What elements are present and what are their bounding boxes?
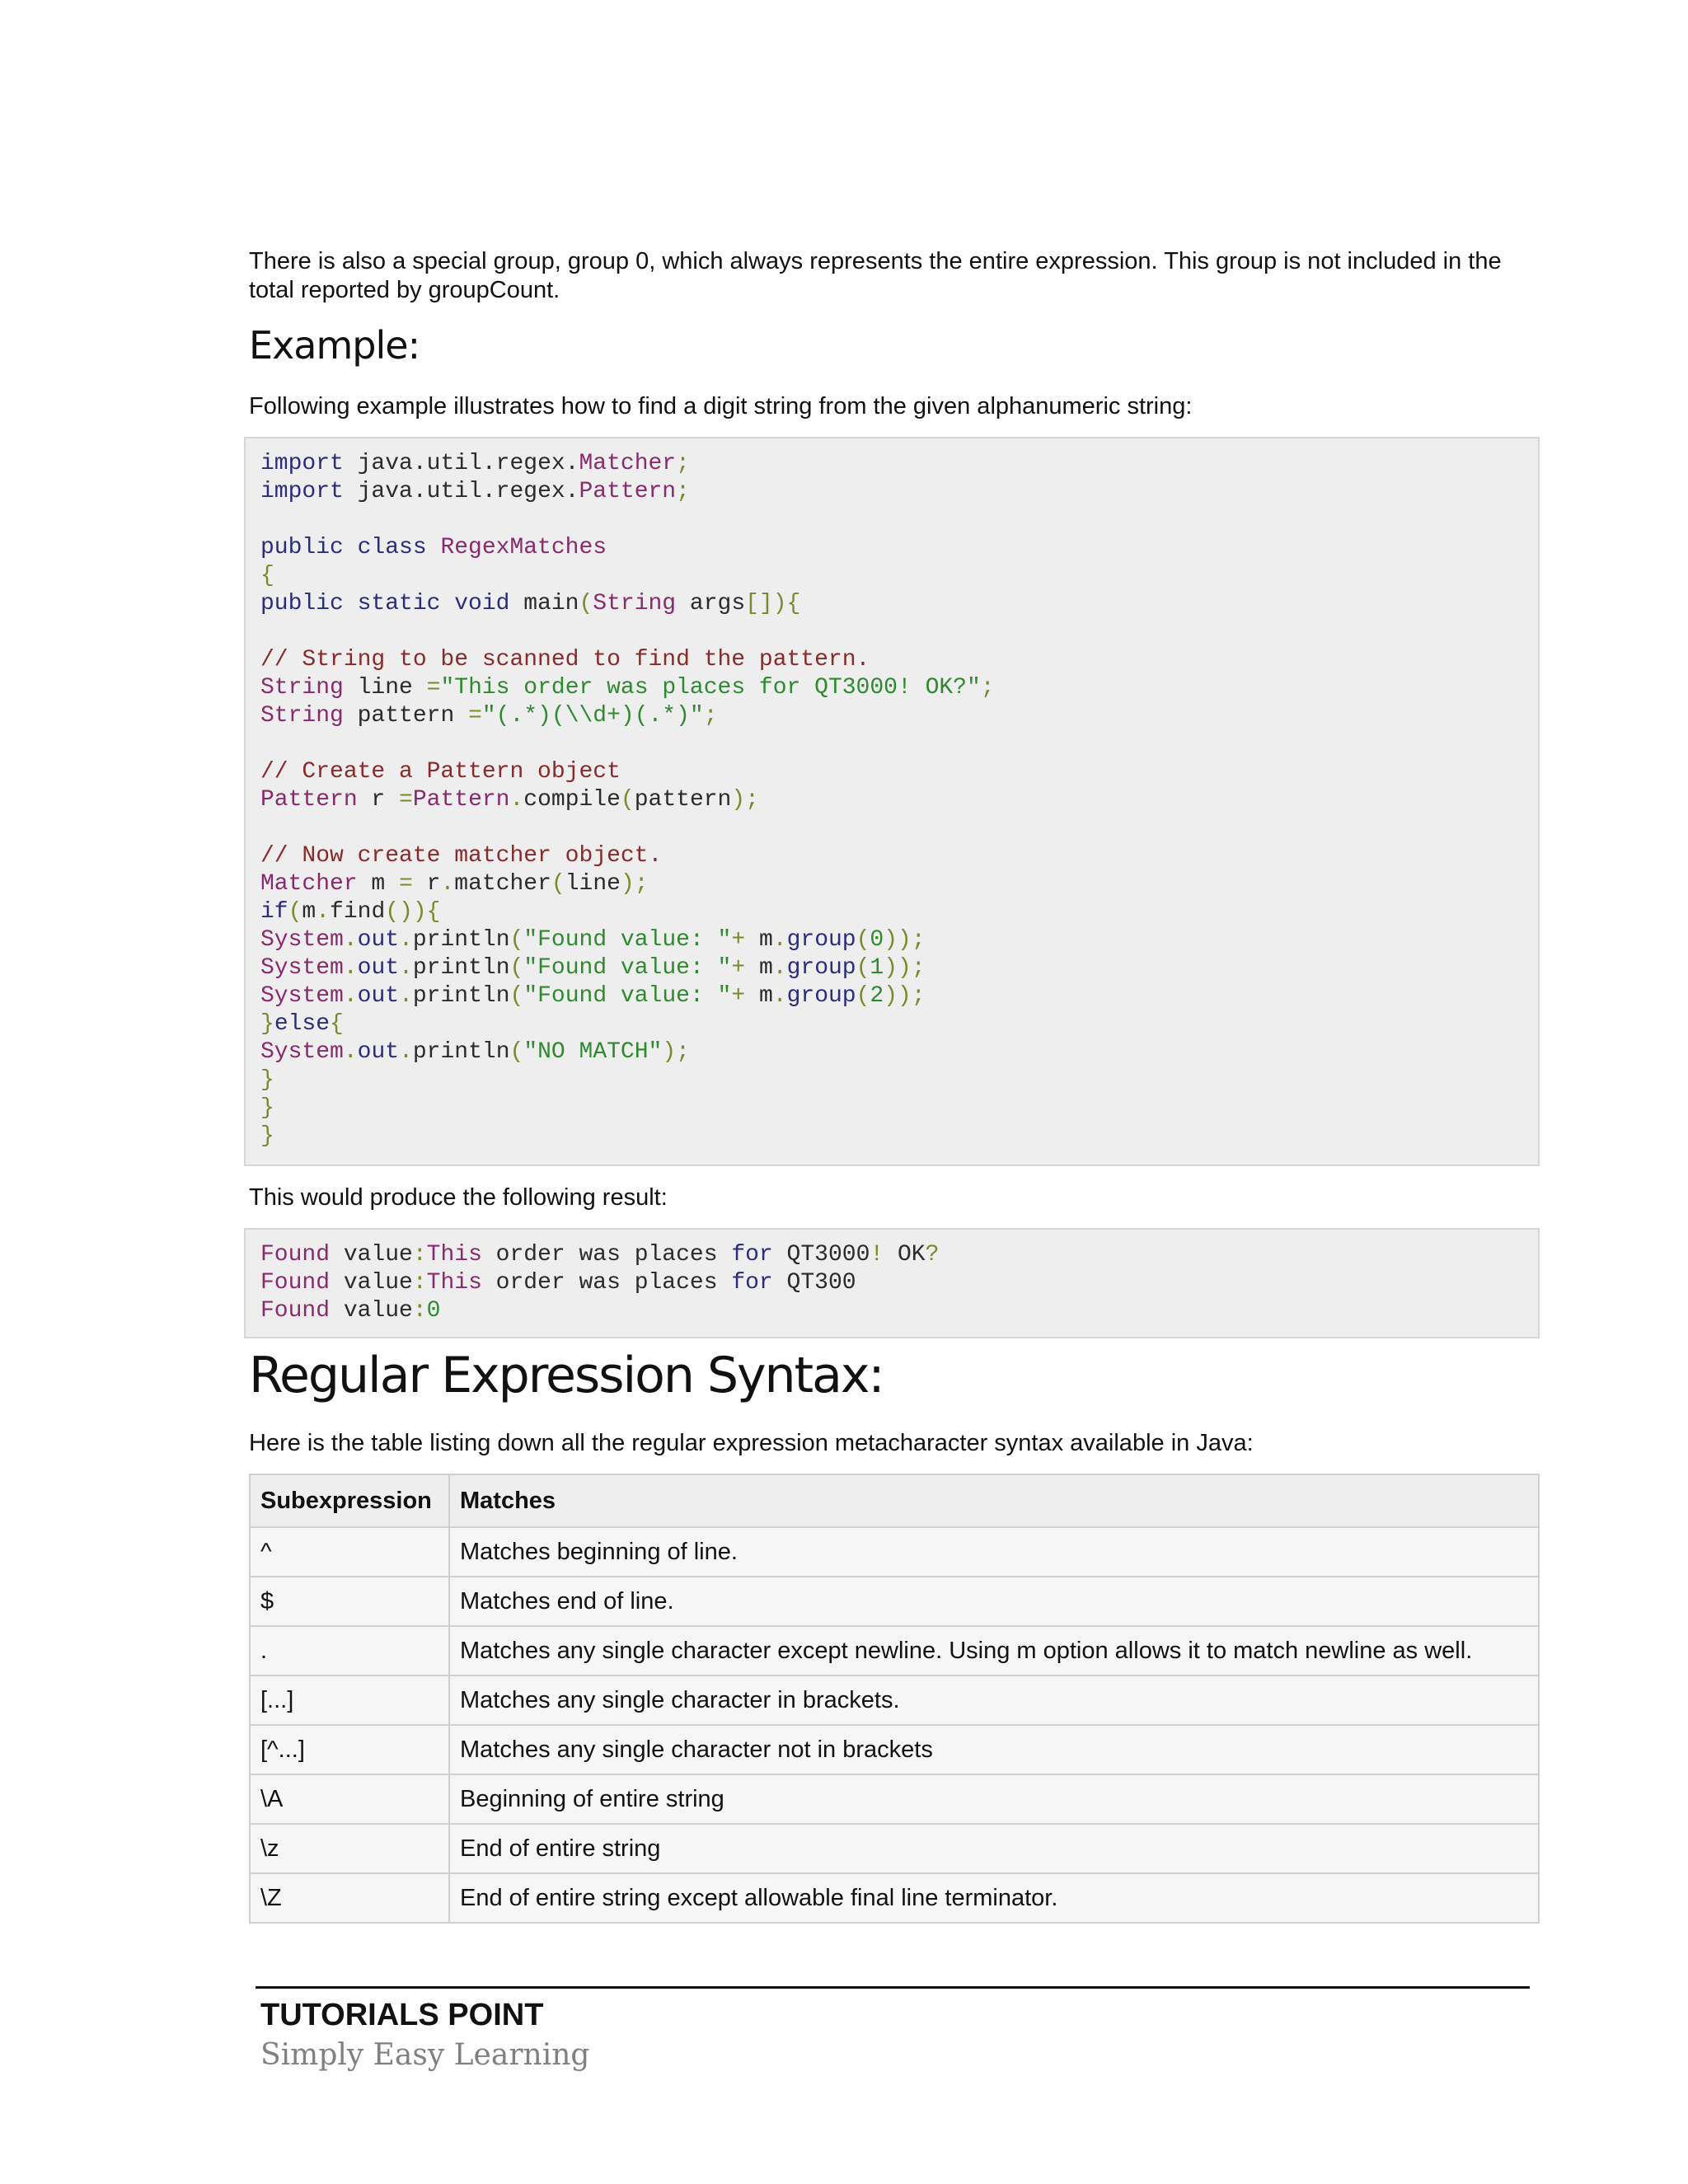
code-line: public class RegexMatches (260, 535, 607, 560)
code-line: String line ="This order was places for QT3000! OK?"; (260, 675, 995, 701)
table-row (250, 1577, 1539, 1626)
subexpression-cell: [^...] (250, 1725, 449, 1774)
syntax-heading: Regular Expression Syntax: (249, 1347, 884, 1404)
code-line: // String to be scanned to find the pattern. (260, 647, 870, 673)
subexpression-cell: . (250, 1626, 449, 1675)
subexpression-cell: \z (250, 1824, 449, 1873)
code-line: public static void main(String args[]){ (260, 591, 801, 616)
matches-cell: Beginning of entire string (449, 1774, 1539, 1824)
code-line: { (260, 563, 274, 588)
matches-cell: Matches any single character not in brackets (449, 1725, 1539, 1774)
code-line: } (260, 1095, 274, 1121)
output-line: Found value:0 (260, 1298, 441, 1324)
code-block (244, 437, 1540, 1166)
code-line: String pattern ="(.*)(\\d+)(.*)"; (260, 703, 718, 729)
code-line: Pattern r =Pattern.compile(pattern); (260, 787, 759, 813)
subexpression-cell: \A (250, 1774, 449, 1824)
footer-divider (256, 1986, 1530, 1989)
matches-cell: Matches end of line. (449, 1577, 1539, 1626)
code-line: System.out.println("NO MATCH"); (260, 1039, 690, 1065)
code-line (260, 506, 1538, 534)
table-row (250, 1824, 1539, 1873)
example-intro: Following example illustrates how to find a digit string from the given alphanumeric string: (249, 393, 1193, 419)
code-line: if(m.find()){ (260, 899, 441, 925)
intro-paragraph: There is also a special group, group 0, which always represents the entire expression. This group is not included in the total reported by groupCount. (249, 248, 1502, 303)
footer-brand: TUTORIALS POINT (260, 1998, 544, 2032)
code-listing (246, 450, 1538, 1151)
matches-cell: Matches any single character except newline. Using m option allows it to match newline as well. (449, 1626, 1539, 1675)
table-row (250, 1774, 1539, 1824)
syntax-table (249, 1474, 1540, 1924)
table-row (250, 1626, 1539, 1675)
table-row (250, 1675, 1539, 1725)
output-line: Found value:This order was places for QT300 (260, 1270, 856, 1296)
code-line: // Now create matcher object. (260, 843, 663, 869)
code-line: System.out.println("Found value: "+ m.group(1)); (260, 955, 926, 981)
footer-tagline: Simply Easy Learning (260, 2038, 590, 2072)
example-heading: Example: (249, 323, 420, 368)
syntax-intro: Here is the table listing down all the regular expression metacharacter syntax available in Java: (249, 1430, 1254, 1456)
code-line: import java.util.regex.Pattern; (260, 479, 690, 504)
subexpression-cell: [...] (250, 1675, 449, 1725)
code-line (260, 730, 1538, 758)
code-line: }else{ (260, 1011, 344, 1037)
output-line: Found value:This order was places for QT3000! OK? (260, 1242, 940, 1268)
matches-cell: Matches beginning of line. (449, 1527, 1539, 1577)
table-header-row (250, 1474, 1539, 1527)
column-header-matches: Matches (449, 1474, 1539, 1527)
table-row (250, 1527, 1539, 1577)
code-line: } (260, 1067, 274, 1093)
matches-cell: End of entire string except allowable final line terminator. (449, 1873, 1539, 1923)
code-line: import java.util.regex.Matcher; (260, 451, 690, 476)
matches-cell: End of entire string (449, 1824, 1539, 1873)
table-row (250, 1725, 1539, 1774)
code-line: System.out.println("Found value: "+ m.group(2)); (260, 983, 926, 1009)
result-intro: This would produce the following result: (249, 1184, 668, 1211)
code-line (260, 618, 1538, 646)
output-block (244, 1228, 1540, 1338)
code-line: Matcher m = r.matcher(line); (260, 871, 649, 897)
code-line: System.out.println("Found value: "+ m.group(0)); (260, 927, 926, 953)
output-listing (246, 1241, 1538, 1325)
table-row (250, 1873, 1539, 1923)
code-line: // Create a Pattern object (260, 759, 621, 785)
subexpression-cell: $ (250, 1577, 449, 1626)
matches-cell: Matches any single character in brackets. (449, 1675, 1539, 1725)
column-header-subexpression: Subexpression (250, 1474, 449, 1527)
subexpression-cell: ^ (250, 1527, 449, 1577)
code-line: } (260, 1123, 274, 1149)
subexpression-cell: \Z (250, 1873, 449, 1923)
code-line (260, 814, 1538, 842)
